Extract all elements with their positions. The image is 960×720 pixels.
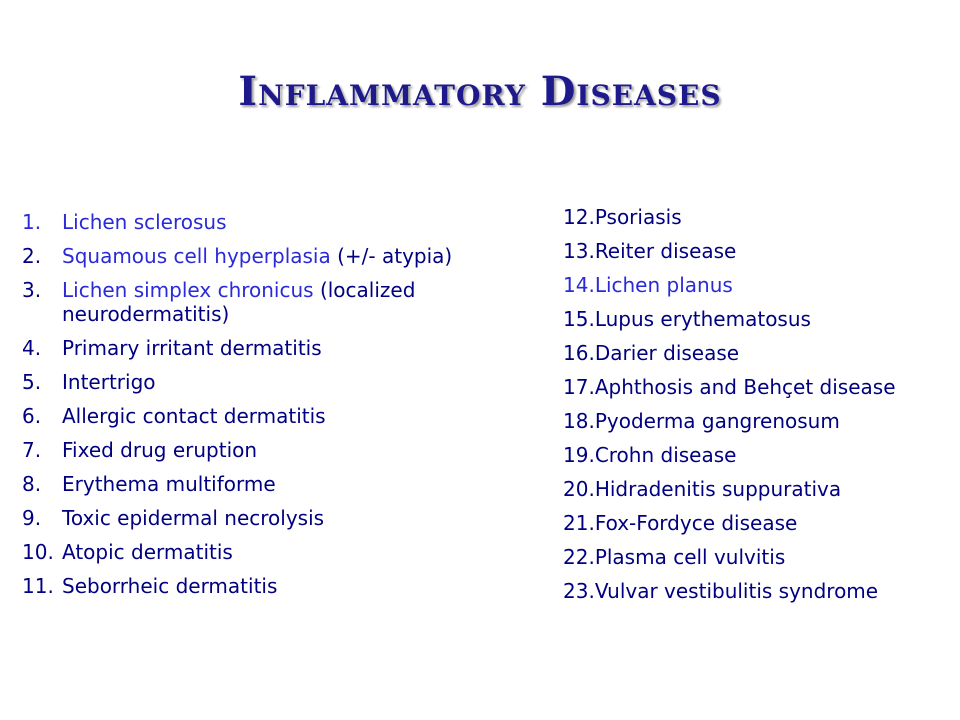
list-item — [563, 540, 958, 574]
list-item — [563, 506, 958, 540]
item-number: 23. — [563, 579, 595, 603]
slide-title: Inflammatory Diseases — [238, 68, 722, 115]
item-text: Allergic contact dermatitis — [62, 404, 326, 428]
item-text: Squamous cell hyperplasia — [62, 244, 331, 268]
list-item — [563, 336, 958, 370]
item-text: Lichen sclerosus — [62, 210, 227, 234]
item-text: Primary irritant dermatitis — [62, 336, 322, 360]
item-text: Toxic epidermal necrolysis — [62, 506, 325, 530]
list-item — [563, 370, 958, 404]
disease-list-left — [22, 205, 542, 603]
item-number: 8. — [22, 472, 42, 496]
item-text: Pyoderma gangrenosum — [594, 409, 840, 433]
list-item — [563, 302, 958, 336]
item-number: 2. — [22, 244, 42, 268]
item-text: Psoriasis — [594, 205, 682, 229]
item-number: 5. — [22, 370, 42, 394]
list-item — [22, 467, 542, 501]
item-text: Darier disease — [594, 341, 740, 365]
item-text: Seborrheic dermatitis — [62, 574, 278, 598]
list-item — [563, 268, 958, 302]
list-item — [563, 472, 958, 506]
item-text: Intertrigo — [62, 370, 156, 394]
item-text: Vulvar vestibulitis syndrome — [594, 579, 879, 603]
item-number: 4. — [22, 336, 42, 360]
list-item — [22, 331, 542, 365]
item-text: Plasma cell vulvitis — [594, 545, 786, 569]
list-item — [22, 365, 542, 399]
item-text: Aphthosis and Behçet disease — [594, 375, 896, 399]
item-number: 12. — [563, 205, 595, 229]
list-item — [22, 399, 542, 433]
item-number: 14. — [563, 273, 595, 297]
item-number: 10. — [22, 540, 54, 564]
item-number: 1. — [22, 210, 42, 234]
item-text: Erythema multiforme — [62, 472, 276, 496]
item-text: Atopic dermatitis — [62, 540, 233, 564]
item-suffix: (localized neurodermatitis) — [62, 278, 416, 326]
item-number: 9. — [22, 506, 42, 530]
item-text: Fixed drug eruption — [62, 438, 258, 462]
item-text: Reiter disease — [594, 239, 737, 263]
item-number: 20. — [563, 477, 595, 501]
list-item — [22, 205, 542, 239]
item-number: 22. — [563, 545, 595, 569]
list-item — [22, 535, 542, 569]
list-item — [22, 569, 542, 603]
list-item — [563, 574, 958, 608]
item-number: 17. — [563, 375, 595, 399]
disease-list-right — [563, 200, 958, 608]
item-text: Lichen simplex chronicus — [62, 278, 314, 302]
item-number: 15. — [563, 307, 595, 331]
list-item — [563, 200, 958, 234]
item-number: 7. — [22, 438, 42, 462]
item-text: Crohn disease — [594, 443, 737, 467]
item-text: Lupus erythematosus — [594, 307, 811, 331]
item-number: 16. — [563, 341, 595, 365]
item-text: Lichen planus — [594, 273, 733, 297]
item-number: 13. — [563, 239, 595, 263]
item-number: 3. — [22, 278, 42, 302]
item-text: Hidradenitis suppurativa — [594, 477, 842, 501]
item-number: 19. — [563, 443, 595, 467]
list-item — [563, 438, 958, 472]
list-item — [563, 234, 958, 268]
item-number: 6. — [22, 404, 42, 428]
list-item — [563, 404, 958, 438]
item-number: 21. — [563, 511, 595, 535]
item-number: 18. — [563, 409, 595, 433]
item-text: Fox-Fordyce disease — [594, 511, 798, 535]
item-suffix: (+/- atypia) — [330, 244, 453, 268]
list-item — [22, 501, 542, 535]
list-item — [22, 239, 542, 273]
item-number: 11. — [22, 574, 54, 598]
list-item — [22, 273, 542, 331]
list-item — [22, 433, 542, 467]
